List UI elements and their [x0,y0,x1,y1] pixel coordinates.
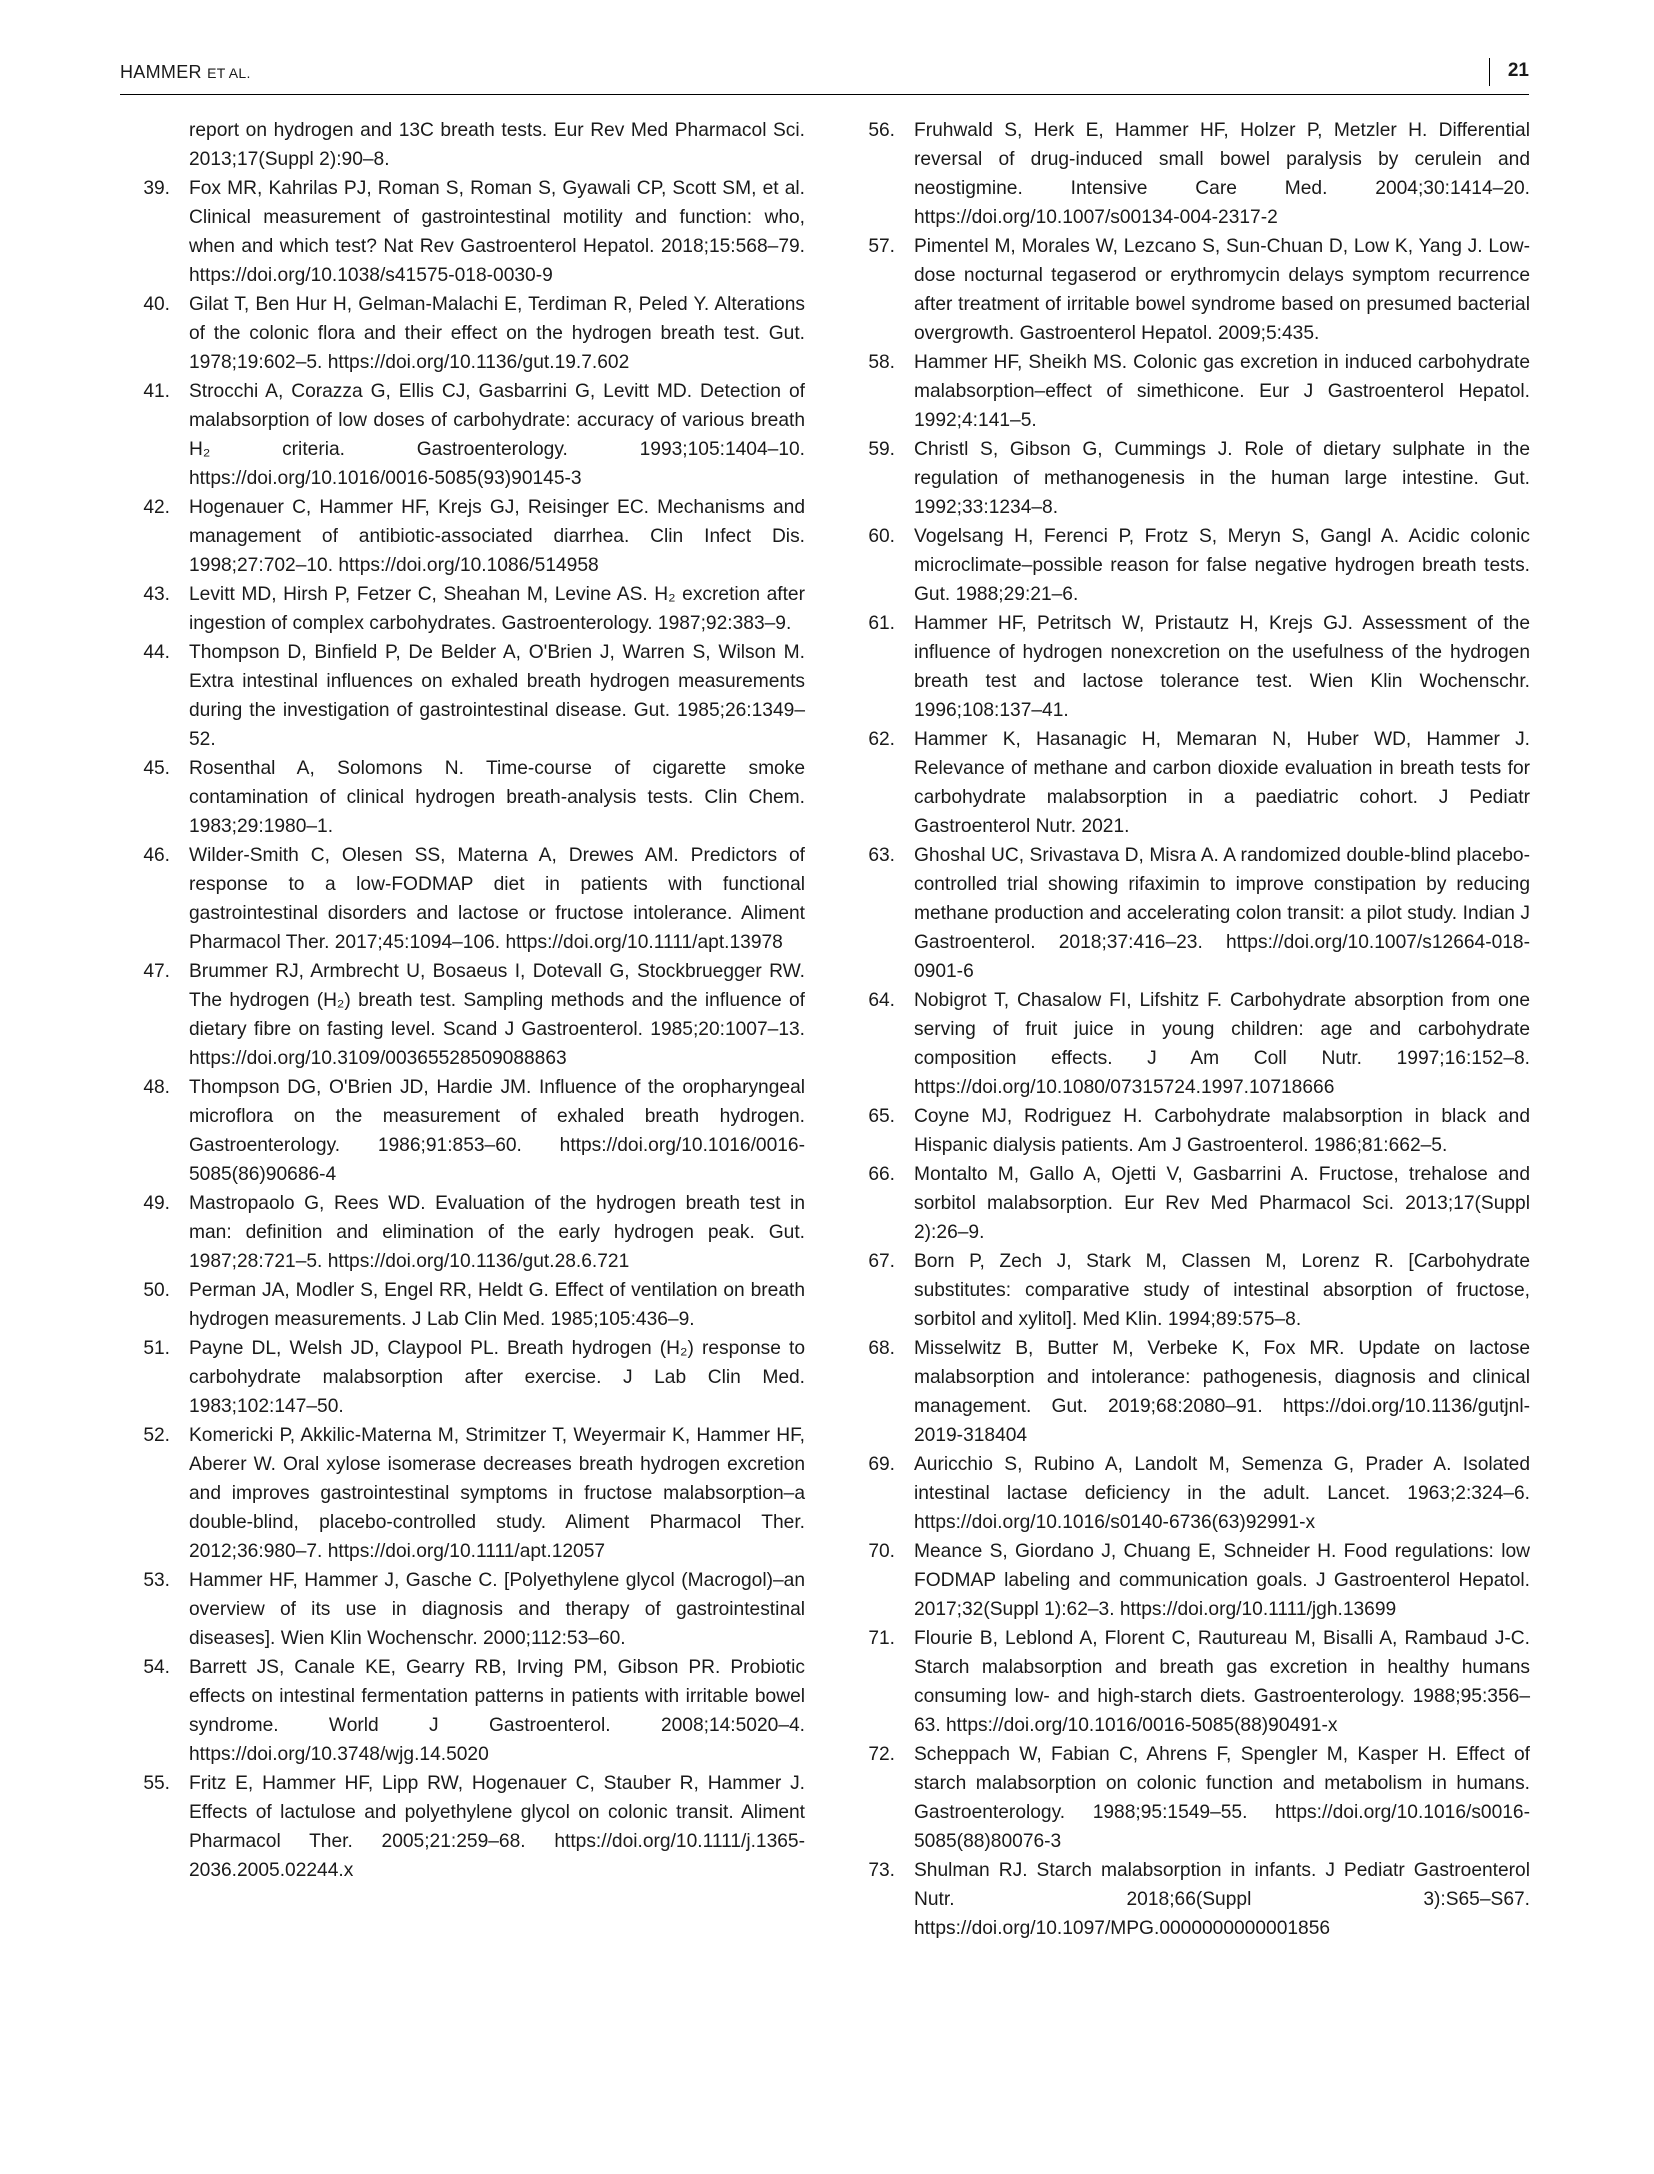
reference-text: Fritz E, Hammer HF, Lipp RW, Hogenauer C, Stauber R, Hammer J. Effects of lactulose and polyethylene glycol on colonic transit. Aliment Pharmacol Ther. 2005;21:259–68. https://doi.org/10.1111/j.1365-2036.2005.02244.x [189,1773,805,1881]
reference-number: 48. [143,1077,170,1098]
reference-text: Rosenthal A, Solomons N. Time-course of cigarette smoke contamination of clinical hydrogen breath-analysis tests. Clin Chem. 1983;29:1980–1. [189,758,805,837]
reference-item [120,841,805,957]
reference-item [120,1769,805,1885]
reference-number: 60. [868,526,895,547]
reference-text: Fruhwald S, Herk E, Hammer HF, Holzer P, Metzler H. Differential reversal of drug-induced small bowel paralysis by cerulein and neostigmine. Intensive Care Med. 2004;30:1414–20. https://doi.org/10.1007/s00134-004-2317-2 [914,120,1530,228]
reference-number: 59. [868,439,895,460]
reference-text: Hammer K, Hasanagic H, Memaran N, Huber WD, Hammer J. Relevance of methane and carbon dioxide evaluation in breath tests for carbohydrate malabsorption in a paediatric cohort. J Pediatr Gastroenterol Nutr. 2021. [914,729,1530,837]
reference-text: Nobigrot T, Chasalow FI, Lifshitz F. Carbohydrate absorption from one serving of fruit juice in young children: age and carbohydrate composition effects. J Am Coll Nutr. 1997;16:152–8. https://doi.org/10.1080/07315724.1997.10718666 [914,990,1530,1098]
reference-item [120,1421,805,1566]
reference-number: 71. [868,1628,895,1649]
reference-number: 40. [143,294,170,315]
reference-item [845,1160,1530,1247]
reference-item [845,232,1530,348]
reference-number: 69. [868,1454,895,1475]
running-head-etal: ET AL. [207,65,251,81]
reference-number: 63. [868,845,895,866]
reference-number: 43. [143,584,170,605]
reference-text: Barrett JS, Canale KE, Gearry RB, Irving PM, Gibson PR. Probiotic effects on intestinal fermentation patterns in patients with irritable bowel syndrome. World J Gastroenterol. 2008;14:5020–4. https://doi.org/10.3748/wjg.14.5020 [189,1657,805,1765]
reference-text: Scheppach W, Fabian C, Ahrens F, Spengler M, Kasper H. Effect of starch malabsorption on colonic function and metabolism in humans. Gastroenterology. 1988;95:1549–55. https://doi.org/10.1016/s0016-5085(88)80076-3 [914,1744,1530,1852]
reference-item [845,522,1530,609]
reference-text: Meance S, Giordano J, Chuang E, Schneider H. Food regulations: low FODMAP labeling and communication goals. J Gastroenterol Hepatol. 2017;32(Suppl 1):62–3. https://doi.org/10.1111/jgh.13699 [914,1541,1530,1620]
reference-item [120,116,805,174]
reference-text: Perman JA, Modler S, Engel RR, Heldt G. Effect of ventilation on breath hydrogen measurements. J Lab Clin Med. 1985;105:436–9. [189,1280,805,1330]
reference-text: Auricchio S, Rubino A, Landolt M, Semenza G, Prader A. Isolated intestinal lactase deficiency in the adult. Lancet. 1963;2:324–6. https://doi.org/10.1016/s0140-6736(63)92991-x [914,1454,1530,1533]
reference-text: Levitt MD, Hirsh P, Fetzer C, Sheahan M, Levine AS. H₂ excretion after ingestion of complex carbohydrates. Gastroenterology. 1987;92:383–9. [189,584,805,634]
reference-text: Komericki P, Akkilic-Materna M, Strimitzer T, Weyermair K, Hammer HF, Aberer W. Oral xylose isomerase decreases breath hydrogen excretion and improves gastrointestinal symptoms in fructose malabsorption–a double-blind, placebo-controlled study. Aliment Pharmacol Ther. 2012;36:980–7. https://doi.org/10.1111/apt.12057 [189,1425,805,1562]
reference-item [120,754,805,841]
reference-number: 49. [143,1193,170,1214]
reference-column-left [120,116,805,1885]
reference-item [120,290,805,377]
reference-number: 44. [143,642,170,663]
reference-text: Hogenauer C, Hammer HF, Krejs GJ, Reisinger EC. Mechanisms and management of antibiotic-associated diarrhea. Clin Infect Dis. 1998;27:702–10. https://doi.org/10.1086/514958 [189,497,805,576]
reference-number: 73. [868,1860,895,1881]
reference-item [845,348,1530,435]
reference-number: 62. [868,729,895,750]
reference-number: 58. [868,352,895,373]
reference-number: 51. [143,1338,170,1359]
reference-item [120,957,805,1073]
reference-number: 41. [143,381,170,402]
reference-number: 64. [868,990,895,1011]
reference-number: 66. [868,1164,895,1185]
reference-item [120,377,805,493]
reference-text: Coyne MJ, Rodriguez H. Carbohydrate malabsorption in black and Hispanic dialysis patients. Am J Gastroenterol. 1986;81:662–5. [914,1106,1530,1156]
reference-item [845,1247,1530,1334]
reference-number: 72. [868,1744,895,1765]
reference-item [845,1102,1530,1160]
reference-text: Mastropaolo G, Rees WD. Evaluation of the hydrogen breath test in man: definition and elimination of the early hydrogen peak. Gut. 1987;28:721–5. https://doi.org/10.1136/gut.28.6.721 [189,1193,805,1272]
reference-text: Strocchi A, Corazza G, Ellis CJ, Gasbarrini G, Levitt MD. Detection of malabsorption of low doses of carbohydrate: accuracy of various breath H₂ criteria. Gastroenterology. 1993;105:1404–10. https://doi.org/10.1016/0016-5085(93)90145-3 [189,381,805,489]
reference-item [120,1189,805,1276]
reference-item [845,725,1530,841]
reference-text: Brummer RJ, Armbrecht U, Bosaeus I, Dotevall G, Stockbruegger RW. The hydrogen (H₂) breath test. Sampling methods and the influence of dietary fibre on fasting level. Scand J Gastroenterol. 1985;20:1007–13. https://doi.org/10.3109/00365528509088863 [189,961,805,1069]
reference-item [120,1566,805,1653]
reference-item [120,174,805,290]
reference-text: Pimentel M, Morales W, Lezcano S, Sun-Chuan D, Low K, Yang J. Low-dose nocturnal tegaserod or erythromycin delays symptom recurrence after treatment of irritable bowel syndrome based on presumed bacterial overgrowth. Gastroenterol Hepatol. 2009;5:435. [914,236,1530,344]
reference-item [120,1334,805,1421]
reference-number: 47. [143,961,170,982]
reference-item [845,1624,1530,1740]
reference-number: 56. [868,120,895,141]
reference-item [845,435,1530,522]
reference-item [120,493,805,580]
running-head-name: HAMMER [120,62,202,82]
reference-column-right [845,116,1530,1943]
reference-item [120,1276,805,1334]
reference-text: Hammer HF, Petritsch W, Pristautz H, Krejs GJ. Assessment of the influence of hydrogen nonexcretion on the usefulness of the hydrogen breath test and lactose tolerance test. Wien Klin Wochenschr. 1996;108:137–41. [914,613,1530,721]
reference-number: 61. [868,613,895,634]
reference-item [845,1537,1530,1624]
reference-number: 68. [868,1338,895,1359]
reference-text: Shulman RJ. Starch malabsorption in infants. J Pediatr Gastroenterol Nutr. 2018;66(Suppl 3):S65–S67. https://doi.org/10.1097/MPG.0000000000001856 [914,1860,1530,1939]
reference-number: 45. [143,758,170,779]
reference-text: report on hydrogen and 13C breath tests. Eur Rev Med Pharmacol Sci. 2013;17(Suppl 2):90–8. [189,120,805,170]
reference-item [120,580,805,638]
reference-item [845,116,1530,232]
page-number: 21 [1489,58,1529,86]
reference-number: 39. [143,178,170,199]
reference-item [120,638,805,754]
reference-text: Gilat T, Ben Hur H, Gelman-Malachi E, Terdiman R, Peled Y. Alterations of the colonic flora and their effect on the hydrogen breath test. Gut. 1978;19:602–5. https://doi.org/10.1136/gut.19.7.602 [189,294,805,373]
reference-item [845,986,1530,1102]
reference-number: 52. [143,1425,170,1446]
reference-text: Montalto M, Gallo A, Ojetti V, Gasbarrini A. Fructose, trehalose and sorbitol malabsorption. Eur Rev Med Pharmacol Sci. 2013;17(Suppl 2):26–9. [914,1164,1530,1243]
reference-list [0,116,1654,2066]
reference-number: 65. [868,1106,895,1127]
reference-text: Hammer HF, Hammer J, Gasche C. [Polyethylene glycol (Macrogol)–an overview of its use in diagnosis and therapy of gastrointestinal diseases]. Wien Klin Wochenschr. 2000;112:53–60. [189,1570,805,1649]
reference-text: Fox MR, Kahrilas PJ, Roman S, Roman S, Gyawali CP, Scott SM, et al. Clinical measurement of gastrointestinal motility and function: who, when and which test? Nat Rev Gastroenterol Hepatol. 2018;15:568–79. https://doi.org/10.1038/s41575-018-0030-9 [189,178,805,286]
reference-item [845,1450,1530,1537]
reference-text: Ghoshal UC, Srivastava D, Misra A. A randomized double-blind placebo-controlled trial showing rifaximin to improve constipation by reducing methane production and accelerating colon transit: a pilot study. Indian J Gastroenterol. 2018;37:416–23. https://doi.org/10.1007/s12664-018-0901-6 [914,845,1530,982]
reference-number: 55. [143,1773,170,1794]
reference-text: Thompson DG, O'Brien JD, Hardie JM. Influence of the oropharyngeal microflora on the measurement of exhaled breath hydrogen. Gastroenterology. 1986;91:853–60. https://doi.org/10.1016/0016-5085(86)90686-4 [189,1077,805,1185]
reference-item [120,1653,805,1769]
reference-number: 54. [143,1657,170,1678]
reference-number: 70. [868,1541,895,1562]
reference-item [845,1334,1530,1450]
reference-number: 50. [143,1280,170,1301]
reference-item [845,1856,1530,1943]
reference-text: Hammer HF, Sheikh MS. Colonic gas excretion in induced carbohydrate malabsorption–effect of simethicone. Eur J Gastroenterol Hepatol. 1992;4:141–5. [914,352,1530,431]
reference-item [845,1740,1530,1856]
reference-item [845,609,1530,725]
reference-text: Payne DL, Welsh JD, Claypool PL. Breath hydrogen (H₂) response to carbohydrate malabsorption after exercise. J Lab Clin Med. 1983;102:147–50. [189,1338,805,1417]
reference-text: Thompson D, Binfield P, De Belder A, O'Brien J, Warren S, Wilson M. Extra intestinal influences on exhaled breath hydrogen measurements during the investigation of gastrointestinal disease. Gut. 1985;26:1349–52. [189,642,805,750]
reference-text: Misselwitz B, Butter M, Verbeke K, Fox MR. Update on lactose malabsorption and intolerance: pathogenesis, diagnosis and clinical management. Gut. 2019;68:2080–91. https://doi.org/10.1136/gutjnl-2019-318404 [914,1338,1530,1446]
running-head-authors [120,62,251,83]
reference-number: 46. [143,845,170,866]
reference-item [120,1073,805,1189]
reference-item [845,841,1530,986]
reference-text: Vogelsang H, Ferenci P, Frotz S, Meryn S, Gangl A. Acidic colonic microclimate–possible reason for false negative hydrogen breath tests. Gut. 1988;29:21–6. [914,526,1530,605]
running-header [120,58,1529,95]
reference-number: 53. [143,1570,170,1591]
reference-text: Wilder-Smith C, Olesen SS, Materna A, Drewes AM. Predictors of response to a low-FODMAP diet in patients with functional gastrointestinal disorders and lactose or fructose intolerance. Aliment Pharmacol Ther. 2017;45:1094–106. https://doi.org/10.1111/apt.13978 [189,845,805,953]
reference-number: 57. [868,236,895,257]
reference-number: 67. [868,1251,895,1272]
reference-number: 42. [143,497,170,518]
reference-text: Flourie B, Leblond A, Florent C, Rautureau M, Bisalli A, Rambaud J-C. Starch malabsorption and breath gas excretion in healthy humans consuming low- and high-starch diets. Gastroenterology. 1988;95:356–63. https://doi.org/10.1016/0016-5085(88)90491-x [914,1628,1530,1736]
reference-text: Born P, Zech J, Stark M, Classen M, Lorenz R. [Carbohydrate substitutes: comparative study of intestinal absorption of fructose, sorbitol and xylitol]. Med Klin. 1994;89:575–8. [914,1251,1530,1330]
reference-text: Christl S, Gibson G, Cummings J. Role of dietary sulphate in the regulation of methanogenesis in the human large intestine. Gut. 1992;33:1234–8. [914,439,1530,518]
